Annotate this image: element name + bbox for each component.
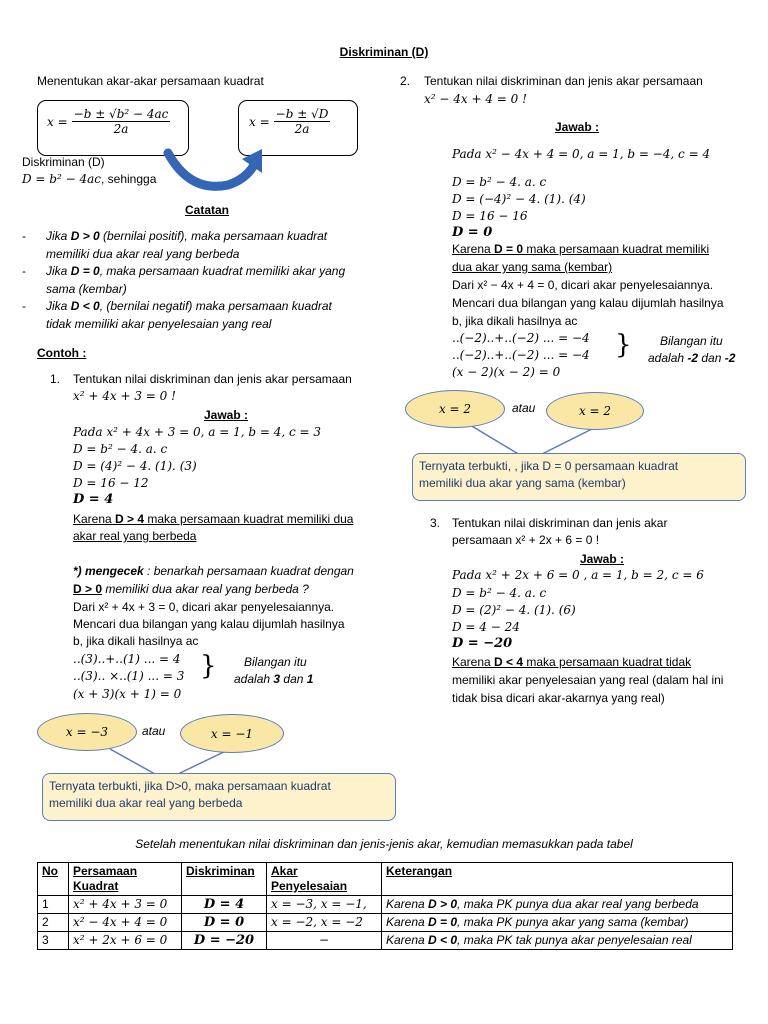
catatan-bold: D = 0: [70, 264, 100, 278]
ex1-dikali: b, jika dikali hasilnya ac: [73, 634, 199, 648]
ex2-root2-oval: x = 2: [546, 392, 644, 430]
ket-pre: Karena: [386, 933, 429, 947]
ex1-pada: Pada x² + 4x + 3 = 0, a = 1, b = 4, c = 3: [73, 425, 322, 439]
catatan-pre: Jika: [46, 264, 71, 278]
ex1-jawab: Jawab :: [204, 408, 249, 422]
ex2-root1-oval: x = 2: [405, 390, 505, 428]
ex1-atau: atau: [142, 724, 166, 738]
cell-roots: −: [267, 932, 382, 950]
cell-no: 3: [38, 932, 69, 950]
cell-eq: x² + 4x + 3 = 0: [69, 896, 182, 914]
cell-roots: x = −3, x = −1,: [267, 896, 382, 914]
note-line: Ternyata terbukti, , jika D = 0 persamaan kuadrat: [419, 459, 679, 473]
ex1-conclusion-line2: akar real yang berbeda: [73, 529, 197, 543]
catatan-post: (bernilai positif), maka persamaan kuadrat: [99, 229, 328, 243]
disc-label: Diskriminan (D): [22, 155, 105, 169]
bilangan-mid: dan: [280, 672, 307, 686]
ket-post: , maka PK punya dua akar real yang berbeda: [457, 897, 699, 911]
note-line: Ternyata terbukti, jika D>0, maka persamaan kuadrat: [49, 779, 331, 793]
formula-full-lhs: x =: [47, 114, 68, 129]
ex1-number: 1.: [50, 372, 61, 386]
formula-d-numerator: −b ± √D: [275, 107, 329, 121]
ex1-factored: (x + 3)(x + 1) = 0: [73, 687, 182, 701]
ex2-sum-line: ..(−2)..+..(−2) ... = −4: [452, 331, 590, 345]
check-bold: *) mengecek: [73, 564, 144, 578]
ex2-pada: Pada x² − 4x + 4 = 0, a = 1, b = −4, c = 4: [452, 147, 711, 161]
ket-post: , maka PK punya akar yang sama (kembar): [457, 915, 689, 929]
ex1-bilangan-l1: Bilangan itu: [244, 655, 307, 669]
check-rest: : benarkah persamaan kuadrat dengan: [143, 564, 354, 578]
ex1-question: Tentukan nilai diskriminan dan jenis akar persamaan: [73, 372, 352, 386]
ex1-step: D = 16 − 12: [73, 476, 149, 490]
ket-bold: D > 0: [428, 897, 458, 911]
note-line: memiliki dua akar real yang berbeda: [49, 796, 243, 810]
concl-post: maka persamaan kuadrat memiliki: [523, 242, 710, 256]
right-brace-icon: }: [200, 651, 217, 681]
ex1-root1-oval: x = −3: [37, 713, 137, 751]
ex1-step: D = (4)² − 4. (1). (3): [73, 459, 197, 473]
catatan-line2: sama (kembar): [46, 282, 127, 296]
ex1-step: D = b² − 4. a. c: [73, 442, 168, 456]
concl-pre: Karena: [452, 242, 495, 256]
catatan-bold: D < 0: [70, 299, 100, 313]
ex2-jawab: Jawab :: [555, 120, 600, 134]
ex3-step: D = (2)² − 4. (1). (6): [452, 603, 576, 617]
ex2-dari: Dari x² − 4x + 4 = 0, dicari akar penyelesaiannya.: [452, 278, 714, 292]
concl-post: maka persamaan kuadrat memiliki dua: [144, 512, 354, 526]
cell-d: D = −20: [182, 932, 267, 950]
table-row: [38, 932, 733, 950]
bilangan-mid: dan: [698, 351, 725, 365]
ex2-number: 2.: [400, 74, 411, 88]
formula-full-denominator: 2a: [113, 122, 129, 136]
cell-eq: x² − 4x + 4 = 0: [69, 914, 182, 932]
ex3-number: 3.: [430, 516, 441, 530]
ex3-jawab: Jawab :: [580, 552, 625, 566]
ex2-bilangan-l1: Bilangan itu: [660, 334, 723, 348]
ket-pre: Karena: [386, 897, 429, 911]
right-brace-icon: }: [615, 330, 632, 360]
ex2-factored: (x − 2)(x − 2) = 0: [452, 365, 561, 379]
ket-pre: Karena: [386, 915, 429, 929]
concl-pre: Karena: [73, 512, 116, 526]
ex2-note-callout: [412, 453, 746, 501]
ex1-note-callout: [42, 773, 396, 821]
bilangan-a: 3: [273, 672, 281, 686]
ket-post: , maka PK tak punya akar penyelesaian real: [457, 933, 692, 947]
disc-formula: D = b² − 4ac: [22, 172, 101, 186]
ex2-prod-line: ..(−2)..+..(−2) ... = −4: [452, 348, 590, 362]
formula-full-numerator: −b ± √b² − 4ac: [73, 107, 169, 121]
ex2-conclusion: [452, 241, 709, 257]
note-line: memiliki dua akar yang sama (kembar): [419, 476, 626, 490]
check-line2-rest: memiliki dua akar real yang berbeda ?: [102, 582, 309, 596]
dash: -: [22, 264, 26, 278]
th-no: No: [38, 863, 69, 896]
bilangan-b: -2: [724, 351, 736, 365]
catatan-heading: Catatan: [185, 203, 230, 217]
ex2-step: D = 16 − 16: [452, 209, 528, 223]
ex3-conclusion-line3: tidak bisa dicari akar-akarnya yang real): [452, 691, 665, 705]
cell-eq: x² + 2x + 6 = 0: [69, 932, 182, 950]
ex2-dikali: b, jika dikali hasilnya ac: [452, 314, 578, 328]
catatan-bold: D > 0: [70, 229, 100, 243]
ex2-equation: x² − 4x + 4 = 0 !: [424, 92, 527, 106]
ex3-conclusion-line2: memiliki akar penyelesaian yang real (dalam hal ini: [452, 673, 724, 687]
summary-table: [37, 862, 733, 950]
ex2-bilangan-l2: [648, 350, 735, 366]
bilangan-pre: adalah: [648, 351, 688, 365]
ex3-pada: Pada x² + 2x + 6 = 0 , a = 1, b = 2, c = 6: [452, 568, 704, 582]
table-intro: Setelah menentukan nilai diskriminan dan jenis-jenis akar, kemudian memasukkan pada tabel: [135, 837, 633, 851]
cell-no: 2: [38, 914, 69, 932]
th-keterangan: Keterangan: [382, 863, 733, 896]
table-row: [38, 914, 733, 932]
table-header-row: [38, 863, 733, 896]
intro-heading: Menentukan akar-akar persamaan kuadrat: [37, 74, 264, 88]
cell-d: D = 0: [182, 914, 267, 932]
ex2-atau: atau: [512, 401, 536, 415]
cell-ket: [382, 914, 733, 932]
bilangan-pre: adalah: [234, 672, 274, 686]
catatan-line2: tidak memiliki akar penyelesaian yang real: [46, 317, 272, 331]
cell-roots: x = −2, x = −2: [267, 914, 382, 932]
catatan-line2: memiliki dua akar real yang berbeda: [46, 247, 240, 261]
table-row: [38, 896, 733, 914]
ex3-result: D = −20: [452, 636, 513, 651]
th-persamaan: Persamaan Kuadrat: [69, 863, 182, 896]
catatan-pre: Jika: [46, 229, 71, 243]
concl-post: maka persamaan kuadrat tidak: [523, 655, 692, 669]
bilangan-b: 1: [306, 672, 314, 686]
ex1-mencari: Mencari dua bilangan yang kalau dijumlah hasilnya: [73, 617, 345, 631]
catatan-post: , maka persamaan kuadrat memiliki akar yang: [99, 264, 346, 278]
ex3-question: Tentukan nilai diskriminan dan jenis akar: [452, 516, 668, 530]
concl-pre: Karena: [452, 655, 495, 669]
disc-suffix: , sehingga: [101, 172, 157, 186]
formula-d-lhs: x =: [249, 114, 270, 129]
ex2-mencari: Mencari dua bilangan yang kalau dijumlah hasilnya: [452, 296, 724, 310]
th-diskriminan: Diskriminan: [182, 863, 267, 896]
ex3-question2: persamaan x² + 2x + 6 = 0 !: [452, 533, 600, 547]
ex1-root2-oval: x = −1: [180, 714, 284, 753]
ex1-sum-line: ..(3)..+..(1) ... = 4: [73, 652, 181, 666]
cell-d: D = 4: [182, 896, 267, 914]
bilangan-a: -2: [687, 351, 699, 365]
concl-bold: D > 4: [115, 512, 145, 526]
dash: -: [22, 299, 26, 313]
ex3-step: D = 4 − 24: [452, 620, 520, 634]
cell-ket: [382, 932, 733, 950]
ex1-equation: x² + 4x + 3 = 0 !: [73, 389, 176, 403]
ex2-step: D = b² − 4. a. c: [452, 175, 547, 189]
concl-bold: D = 0: [494, 242, 524, 256]
ex2-conclusion-line2: dua akar yang sama (kembar): [452, 260, 613, 274]
formula-d-denominator: 2a: [294, 122, 310, 136]
ex3-step: D = b² − 4. a. c: [452, 586, 547, 600]
ket-bold: D < 0: [428, 933, 458, 947]
ex2-result: D = 0: [452, 225, 493, 240]
th-akar: Akar Penyelesaian: [267, 863, 382, 896]
ex1-result: D = 4: [73, 492, 114, 507]
ket-bold: D = 0: [428, 915, 458, 929]
page-title: Diskriminan (D): [339, 45, 429, 59]
cell-ket: [382, 896, 733, 914]
contoh-heading: Contoh :: [37, 346, 87, 360]
catatan-pre: Jika: [46, 299, 71, 313]
ex1-prod-line: ..(3).. ×..(1) ... = 3: [73, 669, 185, 683]
concl-bold: D < 4: [494, 655, 524, 669]
ex2-question: Tentukan nilai diskriminan dan jenis akar persamaan: [424, 74, 703, 88]
cell-no: 1: [38, 896, 69, 914]
ex3-conclusion: [452, 654, 691, 670]
check-d: D > 0: [73, 582, 103, 596]
ex2-step: D = (−4)² − 4. (1). (4): [452, 192, 586, 206]
ex1-dari: Dari x² + 4x + 3 = 0, dicari akar penyelesaiannya.: [73, 600, 335, 614]
dash: -: [22, 229, 26, 243]
catatan-post: , (bernilai negatif) maka persamaan kuadrat: [99, 299, 332, 313]
